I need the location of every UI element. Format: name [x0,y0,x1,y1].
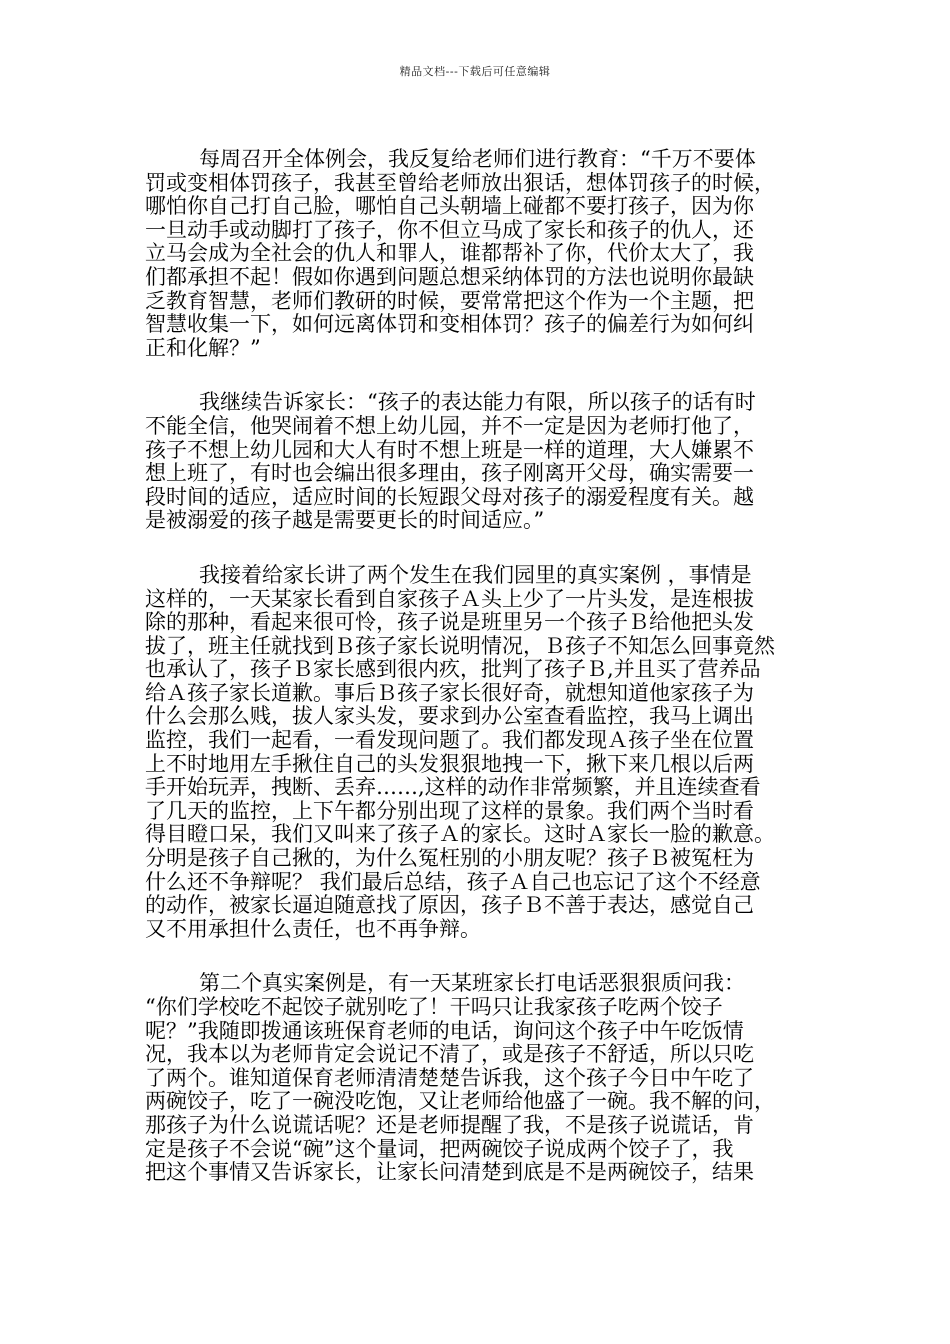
text-line: 除的那种，看起来很可怜，孩子说是班里另一个孩子Ｂ给他把头发 [145,610,754,635]
text-line: 孩子不想上幼儿园和大人有时不想上班是一样的道理，大人嫌累不 [145,437,754,462]
text-line: 什么还不争辩呢？ 我们最后总结，孩子Ａ自己也忘记了这个不经意 [145,869,761,894]
paragraph-4 [145,972,821,1184]
text-line: 不能全信，他哭闹着不想上幼儿园，并不一定是因为老师打他了， [145,413,754,438]
text-line: 想上班了，有时也会编出很多理由，孩子刚离开父母，确实需要一 [145,461,754,486]
text-line: 把这个事情又告诉家长，让家长问清楚到底是不是两碗饺子，结果 [145,1160,754,1185]
text-line: 得目瞪口呆，我们又叫来了孩子Ａ的家长。这时Ａ家长一脸的歉意。 [145,822,775,847]
page-header: 精品文档---下载后可任意编辑 [399,65,551,78]
text-line: 的动作，被家长逼迫随意找了原因，孩子Ｂ不善于表达，感觉自己 [145,893,754,918]
text-line: 段时间的适应，适应时间的长短跟父母对孩子的溺爱程度有关。越 [145,484,754,509]
text-line: 每周召开全体例会，我反复给老师们进行教育：“千万不要体 [199,147,756,171]
text-line: 一旦动手或动脚打了孩子，你不但立马成了家长和孩子的仇人，还 [145,217,754,242]
text-line: 了几天的监控，上下午都分别出现了这样的景象。我们两个当时看 [145,798,754,823]
text-line: 拔了，班主任就找到Ｂ孩子家长说明情况，Ｂ孩子不知怎么回事竟然 [145,633,775,658]
text-line: 智慧收集一下，如何远离体罚和变相体罚？孩子的偏差行为如何纠 [145,312,754,337]
text-line: 定是孩子不会说“碗”这个量词，把两碗饺子说成两个饺子了，我 [145,1136,734,1161]
text-line: 给Ａ孩子家长道歉。事后Ｂ孩子家长很好奇，就想知道他家孩子为 [145,680,754,705]
text-line: 哪怕你自己打自己脸，哪怕自己头朝墙上碰都不要打孩子，因为你 [145,194,754,219]
text-line: 这样的，一天某家长看到自家孩子Ａ头上少了一片头发，是连根拔 [145,586,754,611]
text-line: 第二个真实案例是，有一天某班家长打电话恶狠狠质问我： [199,971,745,996]
text-line: 分明是孩子自己揪的，为什么冤枉别的小朋友呢？孩子Ｂ被冤枉为 [145,846,754,871]
text-line: 那孩子为什么说谎话呢？还是老师提醒了我，不是孩子说谎话，肯 [145,1112,754,1137]
document-body [145,148,821,1216]
text-line: 我接着给家长讲了两个发生在我们园里的真实案例 ，事情是 [199,562,752,587]
text-line: 们都承担不起！假如你遇到问题总想采纳体罚的方法也说明你最缺 [145,264,754,289]
text-line: 立马会成为全社会的仇人和罪人，谁都帮补了你，代价太大了，我 [145,241,754,266]
text-line: 正和化解？” [145,335,261,360]
text-line: 监控，我们一起看，一看发现问题了。我们都发现Ａ孩子坐在位置 [145,728,754,753]
paragraph-1 [145,148,821,360]
text-line: “你们学校吃不起饺子就别吃了！干吗只让我家孩子吃两个饺子 [145,995,723,1019]
text-line: 况，我本以为老师肯定会说记不清了，或是孩子不舒适，所以只吃 [145,1042,754,1067]
text-line: 罚或变相体罚孩子，我甚至曾给老师放出狠话，想体罚孩子的时候， [145,170,775,195]
text-line: 两碗饺子，吃了一碗没吃饱，又让老师给他盛了一碗。我不解的问， [145,1089,775,1114]
text-line: 我继续告诉家长：“孩子的表达能力有限，所以孩子的话有时 [199,390,756,415]
text-line: 什么会那么贱，拔人家头发，要求到办公室查看监控，我马上调出 [145,704,754,729]
text-line: 又不用承担什么责任，也不再争辩。 [145,916,481,941]
text-line: 上不时地用左手揪住自己的头发狠狠地拽一下，揪下来几根以后两 [145,751,754,776]
text-line: 也承认了，孩子Ｂ家长感到很内疚，批判了孩子Ｂ,并且买了营养品 [145,657,761,682]
paragraph-3 [145,564,821,942]
text-line: 了两个。谁知道保育老师清清楚楚告诉我，这个孩子今日中午吃了 [145,1065,754,1090]
paragraph-2 [145,391,821,533]
text-line: 乏教育智慧，老师们教研的时候，要常常把这个作为一个主题，把 [145,288,754,313]
text-line: 是被溺爱的孩子越是需要更长的时间适应。” [145,508,545,533]
text-line: 手开始玩弄，拽断、丢弃……,这样的动作非常频繁，并且连续查看 [145,775,761,800]
text-line: 呢？”我随即拨通该班保育老师的电话，询问这个孩子中午吃饭情 [145,1018,744,1043]
